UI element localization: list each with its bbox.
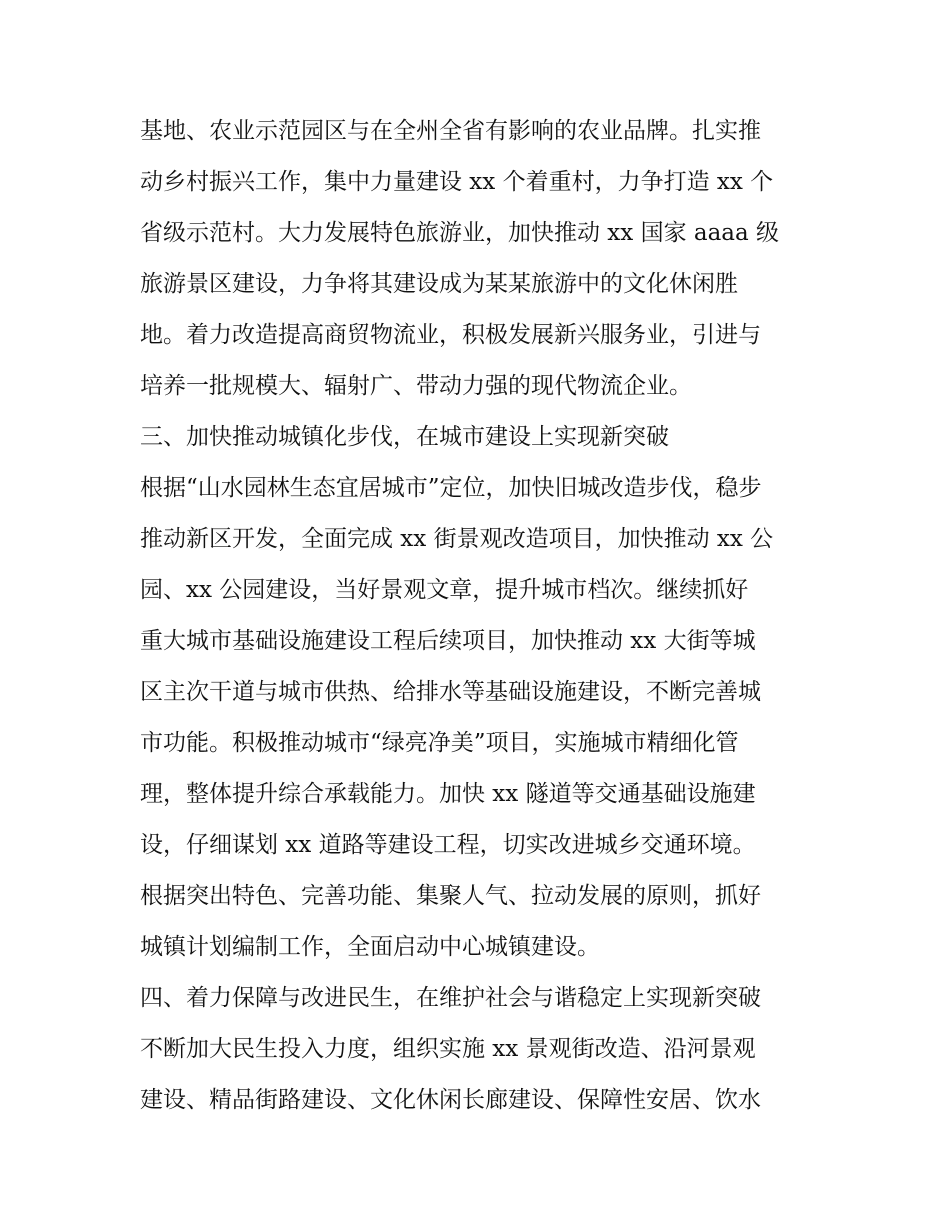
section-heading-3: 三、加快推动城镇化步伐，在城市建设上实现新突破 xyxy=(140,424,669,450)
document-body xyxy=(140,106,820,1126)
text-line: 园、xx 公园建设，当好景观文章，提升城市档次。继续抓好 xyxy=(140,577,749,603)
text-line: 旅游景区建设，力争将其建设成为某某旅游中的文化休闲胜 xyxy=(140,271,738,297)
text-line: 根据突出特色、完善功能、集聚人气、拉动发展的原则，抓好 xyxy=(140,883,761,909)
text-line: 设，仔细谋划 xx 道路等建设工程，切实改进城乡交通环境。 xyxy=(140,832,756,858)
text-line: 省级示范村。大力发展特色旅游业，加快推动 xx 国家 aaaa 级 xyxy=(140,220,780,246)
section-heading-4: 四、着力保障与改进民生，在维护社会与谐稳定上实现新突破 xyxy=(140,985,761,1011)
text-line: 区主次干道与城市供热、给排水等基础设施建设，不断完善城 xyxy=(140,679,761,705)
text-line: 理，整体提升综合承载能力。加快 xx 隧道等交通基础设施建 xyxy=(140,781,756,807)
text-line: 培养一批规模大、辐射广、带动力强的现代物流企业。 xyxy=(140,373,692,399)
text-line: 地。着力改造提高商贸物流业，积极发展新兴服务业，引进与 xyxy=(140,322,761,348)
text-line: 建设、精品街路建设、文化休闲长廊建设、保障性安居、饮水 xyxy=(140,1087,761,1113)
text-line: 根据“山水园林生态宜居城市”定位，加快旧城改造步伐，稳步 xyxy=(140,475,762,501)
text-line: 基地、农业示范园区与在全州全省有影响的农业品牌。扎实推 xyxy=(140,118,761,144)
text-line: 城镇计划编制工作，全面启动中心城镇建设。 xyxy=(140,934,600,960)
text-line: 重大城市基础设施建设工程后续项目，加快推动 xx 大街等城 xyxy=(140,628,756,654)
text-line: 市功能。积极推动城市“绿亮净美”项目，实施城市精细化管 xyxy=(140,730,739,756)
text-line: 推动新区开发，全面完成 xx 街景观改造项目，加快推动 xx 公 xyxy=(140,526,774,552)
text-line: 不断加大民生投入力度，组织实施 xx 景观街改造、沿河景观 xyxy=(140,1036,756,1062)
text-line: 动乡村振兴工作，集中力量建设 xx 个着重村，力争打造 xx 个 xyxy=(140,169,774,195)
